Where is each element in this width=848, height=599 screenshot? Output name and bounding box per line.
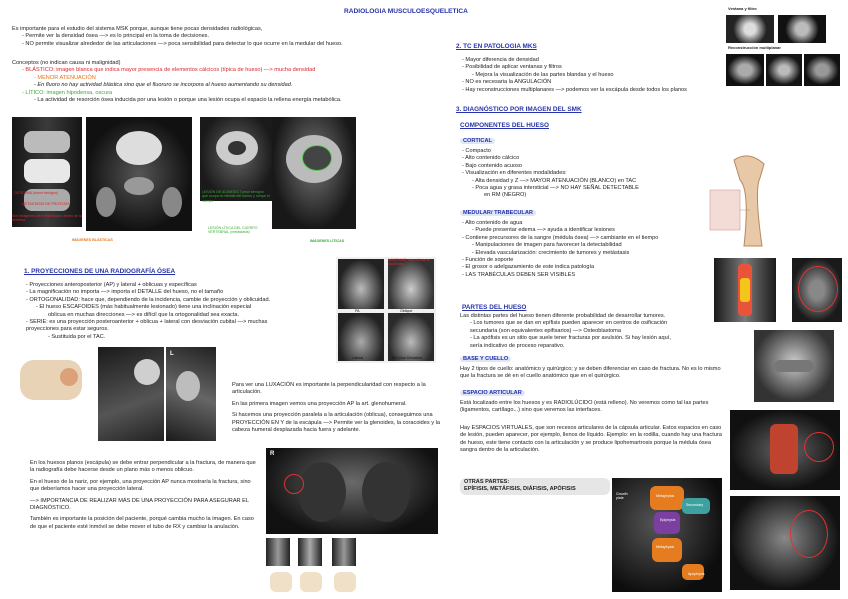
luxacion-line: En las primera imagen vemos una proyección AP la art. glenohumeral.	[232, 400, 407, 407]
planos-line: —> IMPORTANCIA DE REALIZAR MÁS DE UNA PROYECCIÓN PARA ASEGURAR EL DIAGNÓSTICO.	[30, 497, 249, 511]
cortical-line: - Bajo contenido acuoso	[462, 162, 523, 169]
concept-line: - LÍTICO: imagen hipodensa, oscura	[22, 89, 113, 96]
growth-plate-label: Growth plate	[616, 492, 628, 501]
other-parts-list: EPÍFISIS, METÁFISIS, DIÁFISIS, APÓFISIS	[464, 486, 576, 493]
partes-line: sería indicativo de proceso reparativo.	[470, 342, 565, 349]
ulnar-label: PA Ulnar Deviation	[392, 356, 422, 360]
femur-illustration	[704, 150, 804, 250]
planos-line: En los huesos planos (escápula) se debe entrar perpendicular a la fractura, de manera que la radiografía debe hacerse desde un plano más o menos oblicuo.	[30, 460, 256, 474]
tc-line: - Posibilidad de aplicar ventanas y filtros	[462, 64, 562, 71]
intro-block	[12, 26, 422, 48]
metaphysis-label: Metaphysis	[656, 494, 675, 498]
foot-illustration-1	[270, 572, 292, 592]
medular-line: - LAS TRABÉCULAS DEBEN SER VISIBLES	[462, 271, 576, 278]
concept-line: Conceptos (no indican causa ni malignidad)	[12, 60, 121, 66]
tc-line: - Hay reconstrucciones multiplanares —> podemos ver la escápula desde todos los planos	[462, 86, 687, 93]
spine-ct-blastic-2	[86, 117, 192, 231]
luxacion-line: Si hacemos una proyección paralela a la articulación (oblicua), conseguimos una PROYECCIÓN EN Y de la escápula —> Permite ver la glenoides, la coracoides y la cabeza humeral desplazada hacia fuera y adelante.	[232, 412, 440, 433]
cortical-line: - Poca agua y grasa intersticial —> NO HAY SEÑAL DETECTABLE	[472, 184, 639, 191]
other-parts-heading: OTRAS PARTES:	[464, 479, 510, 485]
medular-line: - Función de soporte	[462, 256, 514, 263]
ct-window-1	[726, 15, 774, 43]
foot-illustration-2	[300, 572, 322, 592]
tibia-xray	[714, 258, 776, 322]
projection-line: - El hueso ESCAFOIDES (más habitualmente lesionado) tiene una inclinación especial	[36, 304, 252, 311]
projection-line: oblicua en muchas direcciones —> es difícil que la ortogonalidad sea exacta.	[48, 311, 240, 318]
lateral-label: Lateral	[352, 356, 363, 360]
medular-block	[462, 220, 712, 279]
projection-line: - Proyecciones anteroposterior (AP) y lateral + oblicuas y específicas	[26, 282, 197, 288]
base-heading: BASE Y CUELLO	[460, 356, 511, 363]
projection-line: - Sustituida por el TAC.	[48, 333, 106, 340]
cortical-line: en RM (NEGRO)	[484, 192, 527, 199]
spine-ct-lytic-2	[272, 117, 356, 229]
tc-line: - Mejora la visualización de las partes blandas y el hueso	[472, 71, 614, 78]
cortical-line: - Compacto	[462, 148, 491, 154]
diag-title: 3. DIAGNÓSTICO POR IMAGEN DEL SMK	[456, 106, 582, 113]
knee-xray-circle	[792, 258, 842, 322]
secondary-label: Secondary	[686, 503, 704, 507]
espacio-text: Está localizado entre los huesos y es RADIOLÚCIDO (está relleno). No veremos como tal las partes (ligamentos, cartílago...) sino que veremos las interfaces.	[460, 400, 709, 414]
shoulder-xray-y	[166, 347, 216, 441]
blastic-images-label: IMÁGENES BLÁSTICAS	[72, 238, 113, 242]
projection-line: - SERIE: es una proyección posteroanterior + oblicua + lateral con desviación cubital —> muchas	[26, 318, 268, 325]
concept-line: - La actividad de resorción ósea inducida por una lesión o porque una lesión ocupa el espacio la rellena energía metabólica.	[34, 96, 342, 103]
metastasis-label: METASTASIS DE PROSTATA	[22, 202, 70, 206]
oblique-label: Oblique	[400, 309, 413, 313]
ct-window-2	[778, 15, 826, 43]
lytic-lesion-label: LESIÓN LÍTICA DEL CUERPO VERTEBRAL (metástasis)	[208, 226, 258, 235]
shoulder-xray-ap	[98, 347, 164, 441]
nasal-xray-3	[332, 538, 356, 566]
navicular-label: NAVICULAR: vista oblicua de escafoides	[388, 258, 430, 266]
lesion-label: LESIÓN DE ACINESIS Tumor benigno que ocupa la médula del hueso y rompe el cuerpo	[202, 190, 270, 203]
nasal-xray-2	[298, 538, 322, 566]
growth-plate-xray	[730, 410, 840, 490]
medular-line: - Puede presentar edema —> ayuda a identificar lesiones	[472, 227, 615, 234]
shoulder-illustration	[20, 360, 82, 400]
projection-line: proyecciones para estar seguros.	[26, 326, 109, 333]
medular-line: - El grosor o adelgazamiento de este indica patología	[462, 264, 595, 271]
medular-line: - Contiene precursores de la sangre (médula ósea) —> cambiante en el tiempo	[462, 234, 659, 241]
parts-block	[460, 313, 722, 350]
medular-heading: MEDULAR/ TRABECULAR	[460, 210, 536, 217]
planos-line: En el hueso de la nariz, por ejemplo, una proyección AP nunca mostraría la fractura, sino que deberíamos hacer una proyección lateral.	[30, 478, 251, 493]
blastic-note: Son imágenes bien delimitadas dentro de la vértebra	[12, 214, 82, 223]
base-text: Hay 2 tipos de cuello: anatómico y quirúrgico; y se deben diferenciar en caso de fractura. No es lo mismo que la fractura se dé en el cuello anatómico que en el quirúrgico.	[460, 366, 721, 380]
luxacion-line: Para ver una LUXACIÓN es importante la perpendicularidad con respecto a la articulación.	[232, 382, 426, 396]
foot-illustration-3	[334, 572, 356, 592]
wrist-xray-grid	[336, 257, 436, 363]
concepts-block	[12, 60, 422, 104]
planos-block	[30, 460, 258, 535]
cortical-line: - Alta densidad y Z —> MAYOR ATENUACIÓN (BLANCO) en TAC	[472, 177, 637, 184]
ct-multiplanar-2	[766, 54, 802, 86]
projections-block	[26, 282, 336, 341]
medular-line: - Manipulaciones de imagen para favorecer la detectabilidad	[472, 242, 622, 249]
concept-line: - MENOR ATENUACIÓN	[34, 74, 96, 81]
partes-line: - La apófisis es un sitio que suele tener fracturas por avulsión. Si hay lesión aquí,	[470, 335, 671, 342]
l-marker: L	[170, 351, 174, 357]
concept-line: - BLÁSTICO: imagen blanca que indica mayor presencia de elementos cálcicos (típica de hueso) —> mucha densidad	[22, 67, 316, 74]
chest-xray	[266, 448, 438, 534]
ct-multiplanar-3	[804, 54, 840, 86]
partes-line: - Los tumores que se dan en epífisis pueden aparecer en centros de osificación	[470, 320, 668, 327]
cortical-heading: CORTICAL	[460, 138, 495, 145]
projection-line: - La magnificación no importa —> importa el DETALLE del hueso, no el tamaño	[26, 289, 224, 296]
window-filter-label: Ventana y filtro	[728, 6, 757, 11]
tc-line: - Mayor diferencia de densidad	[462, 57, 539, 63]
lytic-images-label: IMÁGENES LÍTICAS	[310, 239, 345, 243]
tc-line: - NO es necesaria la ANGULACIÓN	[462, 79, 552, 86]
projections-title: 1. PROYECCIONES DE UNA RADIOGRAFÍA ÓSEA	[24, 268, 176, 275]
knee-joint-xray	[754, 330, 834, 402]
apophysis-label: Apophysis	[688, 572, 705, 576]
intro-line: - NO permite visualizar alrededor de las articulaciones —> poca sensibilidad para detectar lo que ocurre en la medular del hueso.	[22, 40, 343, 47]
components-title: COMPONENTES DEL HUESO	[460, 122, 550, 129]
partes-line: Las distintas partes del hueso tienen diferente probabilidad de desarrollar tumores.	[460, 313, 666, 319]
intro-line: Es importante para el estudio del sistema MSK porque, aunque tiene pocas densidades radiológicas,	[12, 26, 263, 32]
tc-title: 2. TC EN PATOLOGIA MKS	[456, 43, 537, 50]
parts-title: PARTES DEL HUESO	[462, 304, 527, 311]
pelvis-xray	[730, 496, 840, 590]
partes-line: secundaria (son equivalentes epifisarios) —> Osteoblastoma	[470, 327, 621, 334]
cortical-line: - Alto contenido cálcico	[462, 155, 520, 162]
metaphysis2-label: Metaphysis	[656, 545, 675, 549]
other-parts-box	[460, 478, 610, 495]
page-title: RADIOLOGIA MUSCULOESQUELETICA	[344, 8, 468, 15]
spine-ct-lytic-1	[200, 117, 274, 201]
espacio-heading: ESPACIO ARTICULAR	[460, 390, 525, 397]
medular-line: - Alto contenido de agua	[462, 220, 523, 226]
tc-block	[462, 57, 752, 94]
cortical-line: - Visualización en diferentes modalidades:	[462, 170, 567, 177]
intro-line: - Permite ver la densidad ósea —> es lo principal en la toma de decisiones.	[22, 33, 210, 40]
planos-line: También es importante la posición del paciente, porqué cambia mucho la imagen. En caso de que el paciente esté inmóvil se debe mover el tubo de RX y cambiar la anulación.	[30, 516, 254, 530]
r-marker: R	[270, 451, 275, 457]
multiplanar-label: Reconstrucción multiplanar	[728, 45, 781, 50]
luxacion-block	[232, 382, 440, 438]
pa-label: PA	[355, 309, 360, 313]
projection-line: - ORTOGONALIDAD: hace que, dependiendo de la incidencia, cambie de proyección y oblicuidad.	[26, 296, 271, 303]
nasal-xray-1	[266, 538, 290, 566]
epiphysis-label: Epiphysis	[660, 518, 676, 522]
spine-xray-blastic-1	[12, 117, 82, 227]
cortical-block	[462, 148, 702, 200]
virtual-spaces-text: Hay ESPACIOS VIRTUALES, que son recesos articulares de la cápsula articular. Estos espacios en caso de lesión, pueden aparecer, por ejemplo, llenos de líquido. Ejemplo: en la rodilla, cuando hay una fractura de hueso, este tiene contacto con la articulación y se produce lipohemartrosis porque la médula ósea sangra dentro de la articulación.	[460, 425, 722, 454]
concept-line: - En fluoro no hay actividad blástica sino que el fluoruro se incorpora al hueso aumentando su densidad.	[34, 82, 293, 89]
medular-line: - Elevada vascularización: crecimiento de tumores y metástasis	[472, 249, 630, 256]
osteoma-label: OSTEOMA (tumor benigno)	[14, 191, 59, 195]
